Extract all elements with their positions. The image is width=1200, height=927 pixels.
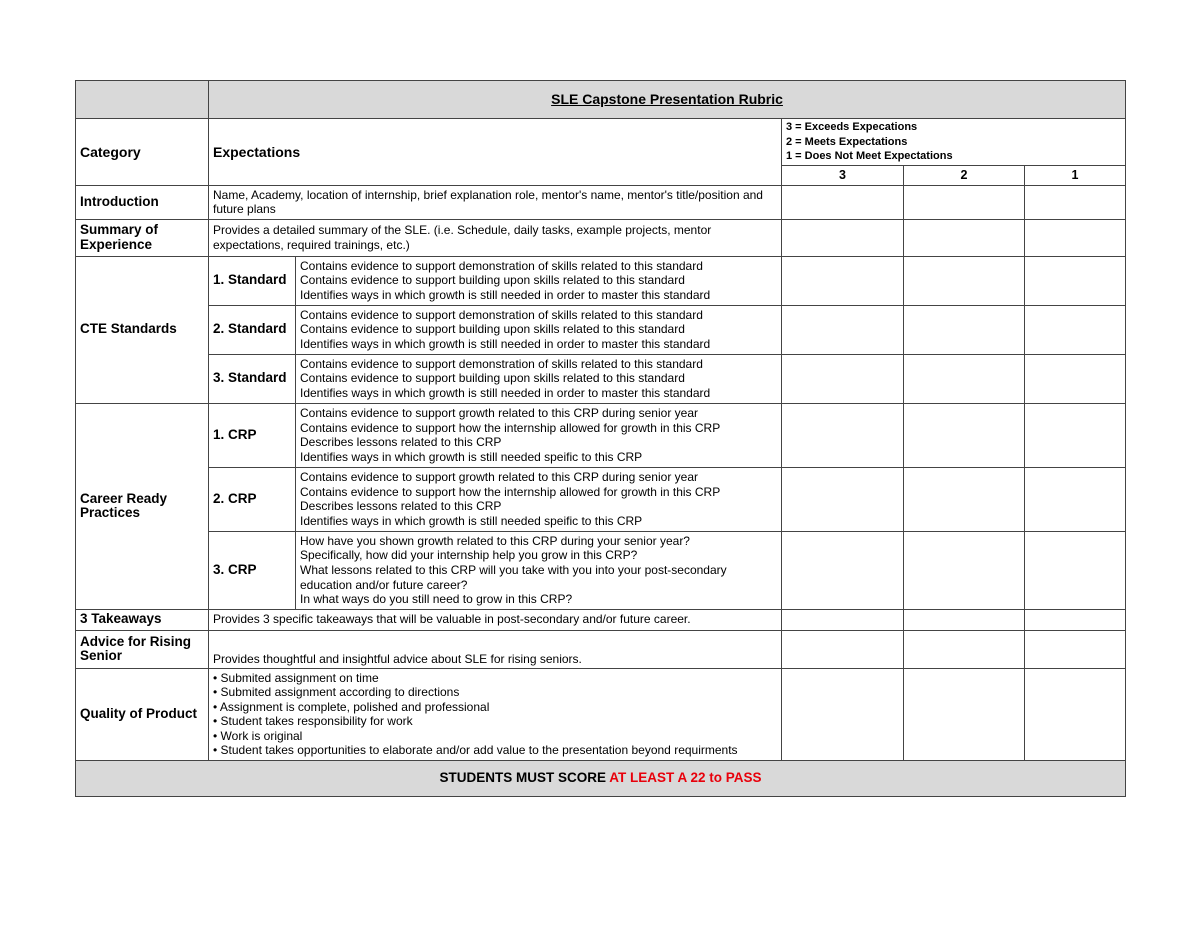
category-summary: Summary of Experience bbox=[76, 219, 209, 256]
score-cell[interactable] bbox=[1025, 668, 1126, 760]
expectation-line: Describes lessons related to this CRP bbox=[300, 499, 502, 514]
expectation-line: Contains evidence to support how the internship allowed for growth in this CRP bbox=[300, 484, 721, 499]
category-takeaways: 3 Takeaways bbox=[76, 609, 209, 630]
title-blank-cell bbox=[76, 81, 209, 119]
crp-1-text bbox=[296, 403, 782, 467]
score-cell[interactable] bbox=[904, 467, 1025, 531]
score-cell[interactable] bbox=[904, 403, 1025, 467]
score-cell[interactable] bbox=[1025, 609, 1126, 630]
score-cell[interactable] bbox=[1025, 630, 1126, 668]
expectation-line: How have you shown growth related to this CRP during your senior year? bbox=[300, 533, 690, 548]
score-cell[interactable] bbox=[904, 185, 1025, 219]
expectation-line: Contains evidence to support demonstration of skills related to this standard bbox=[300, 258, 703, 273]
scale-line-1: 1 = Does Not Meet Expectations bbox=[786, 150, 953, 163]
score-cell[interactable] bbox=[782, 668, 904, 760]
score-cell[interactable] bbox=[782, 403, 904, 467]
category-advice: Advice for Rising Senior bbox=[76, 630, 209, 668]
passing-score-prefix: STUDENTS MUST SCORE bbox=[439, 769, 610, 785]
score-cell[interactable] bbox=[782, 354, 904, 403]
score-cell[interactable] bbox=[904, 305, 1025, 354]
expectation-line: Describes lessons related to this CRP bbox=[300, 435, 502, 450]
score-header-1: 1 bbox=[1025, 165, 1126, 185]
cte-standard-3-label: 3. Standard bbox=[209, 354, 296, 403]
category-cte-standards: CTE Standards bbox=[76, 256, 209, 403]
score-cell[interactable] bbox=[782, 219, 904, 256]
score-cell[interactable] bbox=[1025, 256, 1126, 305]
score-cell[interactable] bbox=[782, 630, 904, 668]
quality-bullet: • Submited assignment according to directions bbox=[213, 685, 460, 700]
expectation-text: Provides a detailed summary of the SLE. (i.e. Schedule, daily tasks, example projects, mentor expectations, required trainings, etc.) bbox=[213, 223, 712, 252]
score-cell[interactable] bbox=[904, 354, 1025, 403]
expectation-line: Specifically, how did your internship help you grow in this CRP? bbox=[300, 548, 638, 563]
score-scale-legend bbox=[782, 119, 1126, 166]
expectation-text: Name, Academy, location of internship, brief explanation role, mentor's name, mentor's title/position and future plans bbox=[213, 187, 763, 217]
expectation-line: Contains evidence to support building upon skills related to this standard bbox=[300, 273, 685, 288]
category-career-ready-practices: Career Ready Practices bbox=[76, 403, 209, 609]
cte-standard-2-label: 2. Standard bbox=[209, 305, 296, 354]
score-header-3: 3 bbox=[782, 165, 904, 185]
score-cell[interactable] bbox=[1025, 185, 1126, 219]
score-header-2: 2 bbox=[904, 165, 1025, 185]
score-cell[interactable] bbox=[1025, 219, 1126, 256]
expectation-line: Contains evidence to support demonstration of skills related to this standard bbox=[300, 356, 703, 371]
passing-score-highlight: AT LEAST A 22 to PASS bbox=[609, 769, 762, 785]
expectation-line: Identifies ways in which growth is still needed in order to master this standard bbox=[300, 386, 711, 401]
score-cell[interactable] bbox=[1025, 403, 1126, 467]
passing-score-banner bbox=[76, 760, 1126, 796]
expectation-line: education and/or future career? bbox=[300, 577, 468, 592]
expectation-line: Identifies ways in which growth is still needed speific to this CRP bbox=[300, 449, 643, 464]
cte-standard-2-text bbox=[296, 305, 782, 354]
quality-bullet: • Student takes responsibility for work bbox=[213, 714, 413, 729]
expectations-header: Expectations bbox=[209, 119, 782, 186]
rubric-table bbox=[75, 80, 1126, 797]
expectation-summary bbox=[209, 219, 782, 256]
score-cell[interactable] bbox=[1025, 305, 1126, 354]
score-cell[interactable] bbox=[904, 219, 1025, 256]
expectation-introduction bbox=[209, 185, 782, 219]
expectation-line: In what ways do you still need to grow in this CRP? bbox=[300, 592, 573, 607]
score-cell[interactable] bbox=[782, 531, 904, 609]
category-introduction: Introduction bbox=[76, 185, 209, 219]
score-cell[interactable] bbox=[782, 609, 904, 630]
expectation-line: Contains evidence to support building upon skills related to this standard bbox=[300, 322, 685, 337]
quality-bullet: • Submited assignment on time bbox=[213, 670, 379, 685]
score-cell[interactable] bbox=[782, 185, 904, 219]
expectation-advice: Provides thoughtful and insightful advice about SLE for rising seniors. bbox=[209, 630, 782, 668]
crp-2-text bbox=[296, 467, 782, 531]
expectation-quality bbox=[209, 668, 782, 760]
crp-3-text bbox=[296, 531, 782, 609]
scale-line-3: 3 = Exceeds Expecations bbox=[786, 121, 918, 133]
score-cell[interactable] bbox=[904, 256, 1025, 305]
score-cell[interactable] bbox=[904, 609, 1025, 630]
score-cell[interactable] bbox=[904, 668, 1025, 760]
score-cell[interactable] bbox=[782, 305, 904, 354]
score-cell[interactable] bbox=[782, 256, 904, 305]
score-cell[interactable] bbox=[1025, 531, 1126, 609]
cte-standard-1-text bbox=[296, 256, 782, 305]
score-cell[interactable] bbox=[904, 630, 1025, 668]
expectation-line: Contains evidence to support growth related to this CRP during senior year bbox=[300, 470, 698, 485]
quality-bullet: • Work is original bbox=[213, 728, 303, 743]
crp-3-label: 3. CRP bbox=[209, 531, 296, 609]
quality-bullet: • Student takes opportunities to elaborate and/or add value to the presentation beyond requirments bbox=[213, 743, 738, 758]
expectation-line: Identifies ways in which growth is still needed in order to master this standard bbox=[300, 337, 711, 352]
expectation-line: Contains evidence to support demonstration of skills related to this standard bbox=[300, 307, 703, 322]
expectation-line: What lessons related to this CRP will you take with you into your post-secondary bbox=[300, 562, 727, 577]
expectation-line: Identifies ways in which growth is still needed in order to master this standard bbox=[300, 288, 711, 303]
expectation-line: Contains evidence to support how the internship allowed for growth in this CRP bbox=[300, 420, 721, 435]
crp-2-label: 2. CRP bbox=[209, 467, 296, 531]
category-quality: Quality of Product bbox=[76, 668, 209, 760]
cte-standard-3-text bbox=[296, 354, 782, 403]
quality-bullet: • Assignment is complete, polished and professional bbox=[213, 699, 490, 714]
score-cell[interactable] bbox=[904, 531, 1025, 609]
scale-line-2: 2 = Meets Expectations bbox=[786, 135, 908, 148]
category-header: Category bbox=[76, 119, 209, 186]
page-title: SLE Capstone Presentation Rubric bbox=[209, 81, 1126, 119]
expectation-takeaways: Provides 3 specific takeaways that will be valuable in post-secondary and/or future career. bbox=[209, 609, 782, 630]
expectation-line: Identifies ways in which growth is still needed speific to this CRP bbox=[300, 513, 643, 528]
cte-standard-1-label: 1. Standard bbox=[209, 256, 296, 305]
crp-1-label: 1. CRP bbox=[209, 403, 296, 467]
score-cell[interactable] bbox=[1025, 467, 1126, 531]
score-cell[interactable] bbox=[1025, 354, 1126, 403]
expectation-line: Contains evidence to support building upon skills related to this standard bbox=[300, 371, 685, 386]
score-cell[interactable] bbox=[782, 467, 904, 531]
expectation-line: Contains evidence to support growth related to this CRP during senior year bbox=[300, 406, 698, 421]
